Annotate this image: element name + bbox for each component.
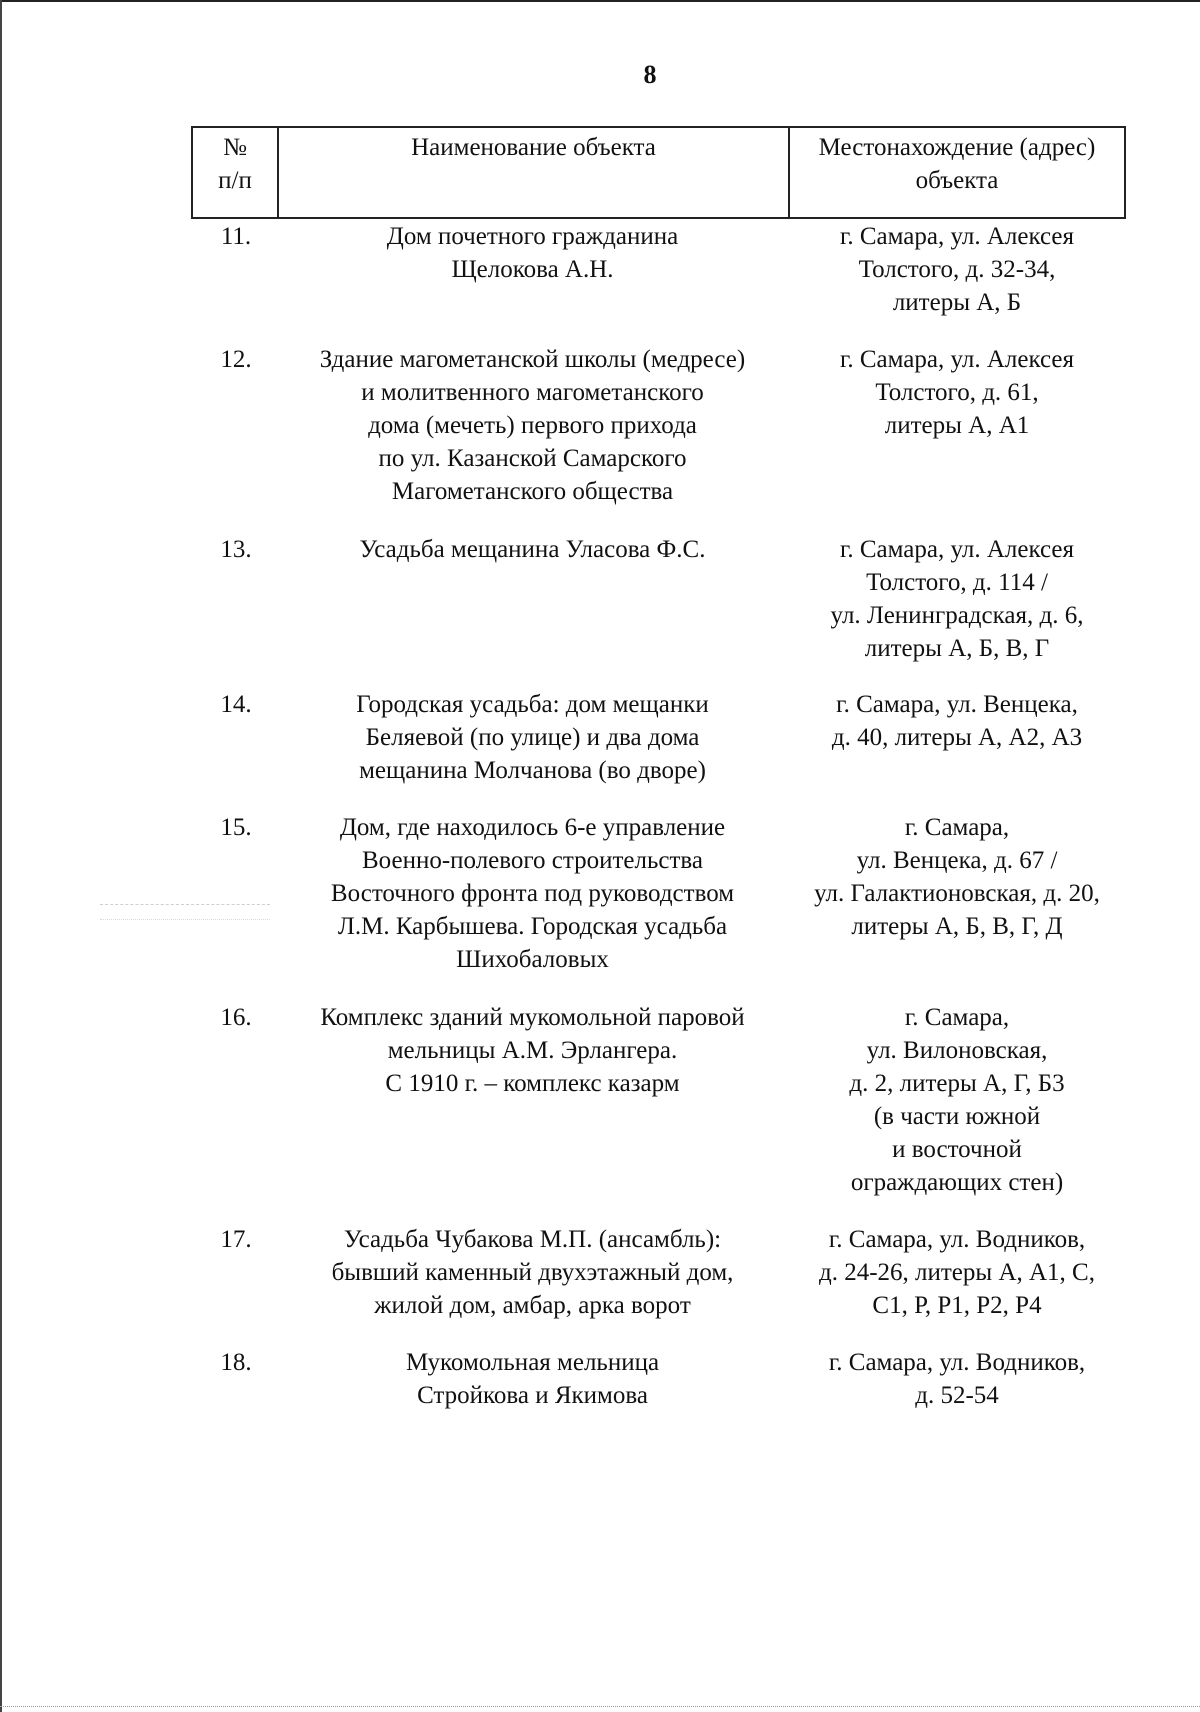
object-name-line: мещанина Молчанова (во дворе)	[359, 757, 706, 784]
table-row	[191, 343, 1126, 508]
row-number: 16.	[220, 1004, 252, 1031]
page-number: 8	[643, 60, 657, 89]
object-address-line: литеры А, Б, В, Г	[864, 635, 1050, 662]
object-name-line: Дом почетного гражданина	[386, 223, 679, 250]
object-name-line: Усадьба мещанина Уласова Ф.С.	[359, 536, 706, 563]
page-bottom-edge	[0, 1706, 1200, 1708]
object-name-line: Беляевой (по улице) и два дома	[365, 724, 700, 751]
object-address-line: Толстого, д. 114 /	[866, 569, 1048, 596]
object-address-line: г. Самара,	[904, 814, 1010, 841]
object-address-line: ул. Галактионовская, д. 20,	[814, 880, 1100, 907]
row-number: 14.	[220, 691, 252, 718]
object-address	[788, 688, 1126, 787]
object-address-line: литеры А, Б, В, Г, Д	[851, 913, 1063, 940]
object-name-line: мельницы А.М. Эрлангера.	[387, 1037, 678, 1064]
object-address-line: г. Самара, ул. Алексея	[839, 536, 1075, 563]
object-address	[788, 1346, 1126, 1412]
object-name-line: бывший каменный двухэтажный дом,	[331, 1259, 734, 1286]
object-name-line: Восточного фронта под руководством	[330, 880, 735, 907]
object-address-line: г. Самара, ул. Водников,	[828, 1349, 1086, 1376]
object-name-line: Комплекс зданий мукомольной паровой	[320, 1004, 745, 1031]
object-name-line: жилой дом, амбар, арка ворот	[374, 1292, 691, 1319]
row-number: 12.	[220, 346, 252, 373]
object-name-line: Здание магометанской школы (медресе)	[319, 346, 746, 373]
object-name-line: Военно-полевого строительства	[362, 847, 703, 874]
table-row	[191, 688, 1126, 787]
header-number-column	[193, 128, 279, 217]
header-number-line: №	[223, 134, 247, 161]
table-row	[191, 1346, 1126, 1412]
object-address-line: ул. Ленинградская, д. 6,	[830, 602, 1084, 629]
page-top-edge	[0, 0, 1200, 2]
object-name-line: и молитвенного магометанского	[361, 379, 704, 406]
object-name-line: Щелокова А.Н.	[451, 256, 614, 283]
object-name-line: Городская усадьба: дом мещанки	[356, 691, 709, 718]
object-name-line: Усадьба Чубакова М.П. (ансамбль):	[343, 1226, 722, 1253]
object-address-line: г. Самара, ул. Алексея	[839, 223, 1075, 250]
object-address	[788, 533, 1126, 665]
object-address-line: ограждающих стен)	[850, 1169, 1064, 1196]
object-name-line: по ул. Казанской Самарского	[378, 445, 687, 472]
object-address	[788, 811, 1126, 976]
row-number: 18.	[220, 1349, 252, 1376]
header-address-column	[790, 128, 1124, 217]
object-address-line: ул. Венцека, д. 67 /	[856, 847, 1058, 874]
object-address-line: д. 2, литеры А, Г, Б3	[849, 1070, 1065, 1097]
header-name-line: Наименование объекта	[411, 134, 656, 161]
object-name	[277, 1223, 788, 1322]
table-header	[191, 126, 1126, 219]
object-address-line: (в части южной	[873, 1103, 1041, 1130]
header-number-line: п/п	[218, 167, 252, 194]
header-address-line: объекта	[915, 167, 999, 194]
object-name-line: Мукомольная мельница	[405, 1349, 660, 1376]
table-row	[191, 533, 1126, 665]
object-name-line: С 1910 г. – комплекс казарм	[385, 1070, 680, 1097]
row-number: 15.	[220, 814, 252, 841]
object-address-line: и восточной	[892, 1136, 1022, 1163]
object-name	[277, 533, 788, 665]
object-address-line: г. Самара, ул. Водников,	[828, 1226, 1086, 1253]
object-name-line: Дом, где находилось 6-е управление	[339, 814, 726, 841]
table-row	[191, 220, 1126, 319]
page-left-edge	[0, 0, 2, 1712]
row-number: 17.	[220, 1226, 252, 1253]
object-name	[277, 1001, 788, 1199]
table-row	[191, 1001, 1126, 1199]
object-address-line: Толстого, д. 32-34,	[858, 256, 1056, 283]
object-name	[277, 1346, 788, 1412]
object-address	[788, 343, 1126, 508]
object-name	[277, 220, 788, 319]
header-name-column	[279, 128, 790, 217]
object-address-line: д. 40, литеры А, А2, А3	[831, 724, 1083, 751]
object-name	[277, 343, 788, 508]
object-address-line: г. Самара,	[904, 1004, 1010, 1031]
row-number: 13.	[220, 536, 252, 563]
object-name	[277, 811, 788, 976]
header-address-line: Местонахождение (адрес)	[818, 134, 1096, 161]
object-address	[788, 1223, 1126, 1322]
object-address-line: д. 52-54	[915, 1382, 999, 1409]
object-name-line: Стройкова и Якимова	[417, 1382, 648, 1409]
object-address-line: ул. Вилоновская,	[866, 1037, 1048, 1064]
table-row	[191, 811, 1126, 976]
object-address	[788, 1001, 1126, 1199]
object-address-line: литеры А, Б	[892, 289, 1022, 316]
object-name-line: Л.М. Карбышева. Городская усадьба	[337, 913, 728, 940]
object-address-line: С1, Р, Р1, Р2, Р4	[872, 1292, 1042, 1319]
object-name-line: Шихобаловых	[456, 946, 609, 973]
object-name-line: Магометанского общества	[391, 478, 674, 505]
object-address-line: г. Самара, ул. Венцека,	[836, 691, 1078, 718]
object-address-line: Толстого, д. 61,	[875, 379, 1039, 406]
object-address	[788, 220, 1126, 319]
row-number: 11.	[220, 223, 252, 250]
object-name	[277, 688, 788, 787]
object-address-line: д. 24-26, литеры А, А1, С,	[818, 1259, 1095, 1286]
object-name-line: дома (мечеть) первого прихода	[368, 412, 697, 439]
table-row	[191, 1223, 1126, 1322]
object-address-line: г. Самара, ул. Алексея	[839, 346, 1075, 373]
object-address-line: литеры А, А1	[884, 412, 1030, 439]
